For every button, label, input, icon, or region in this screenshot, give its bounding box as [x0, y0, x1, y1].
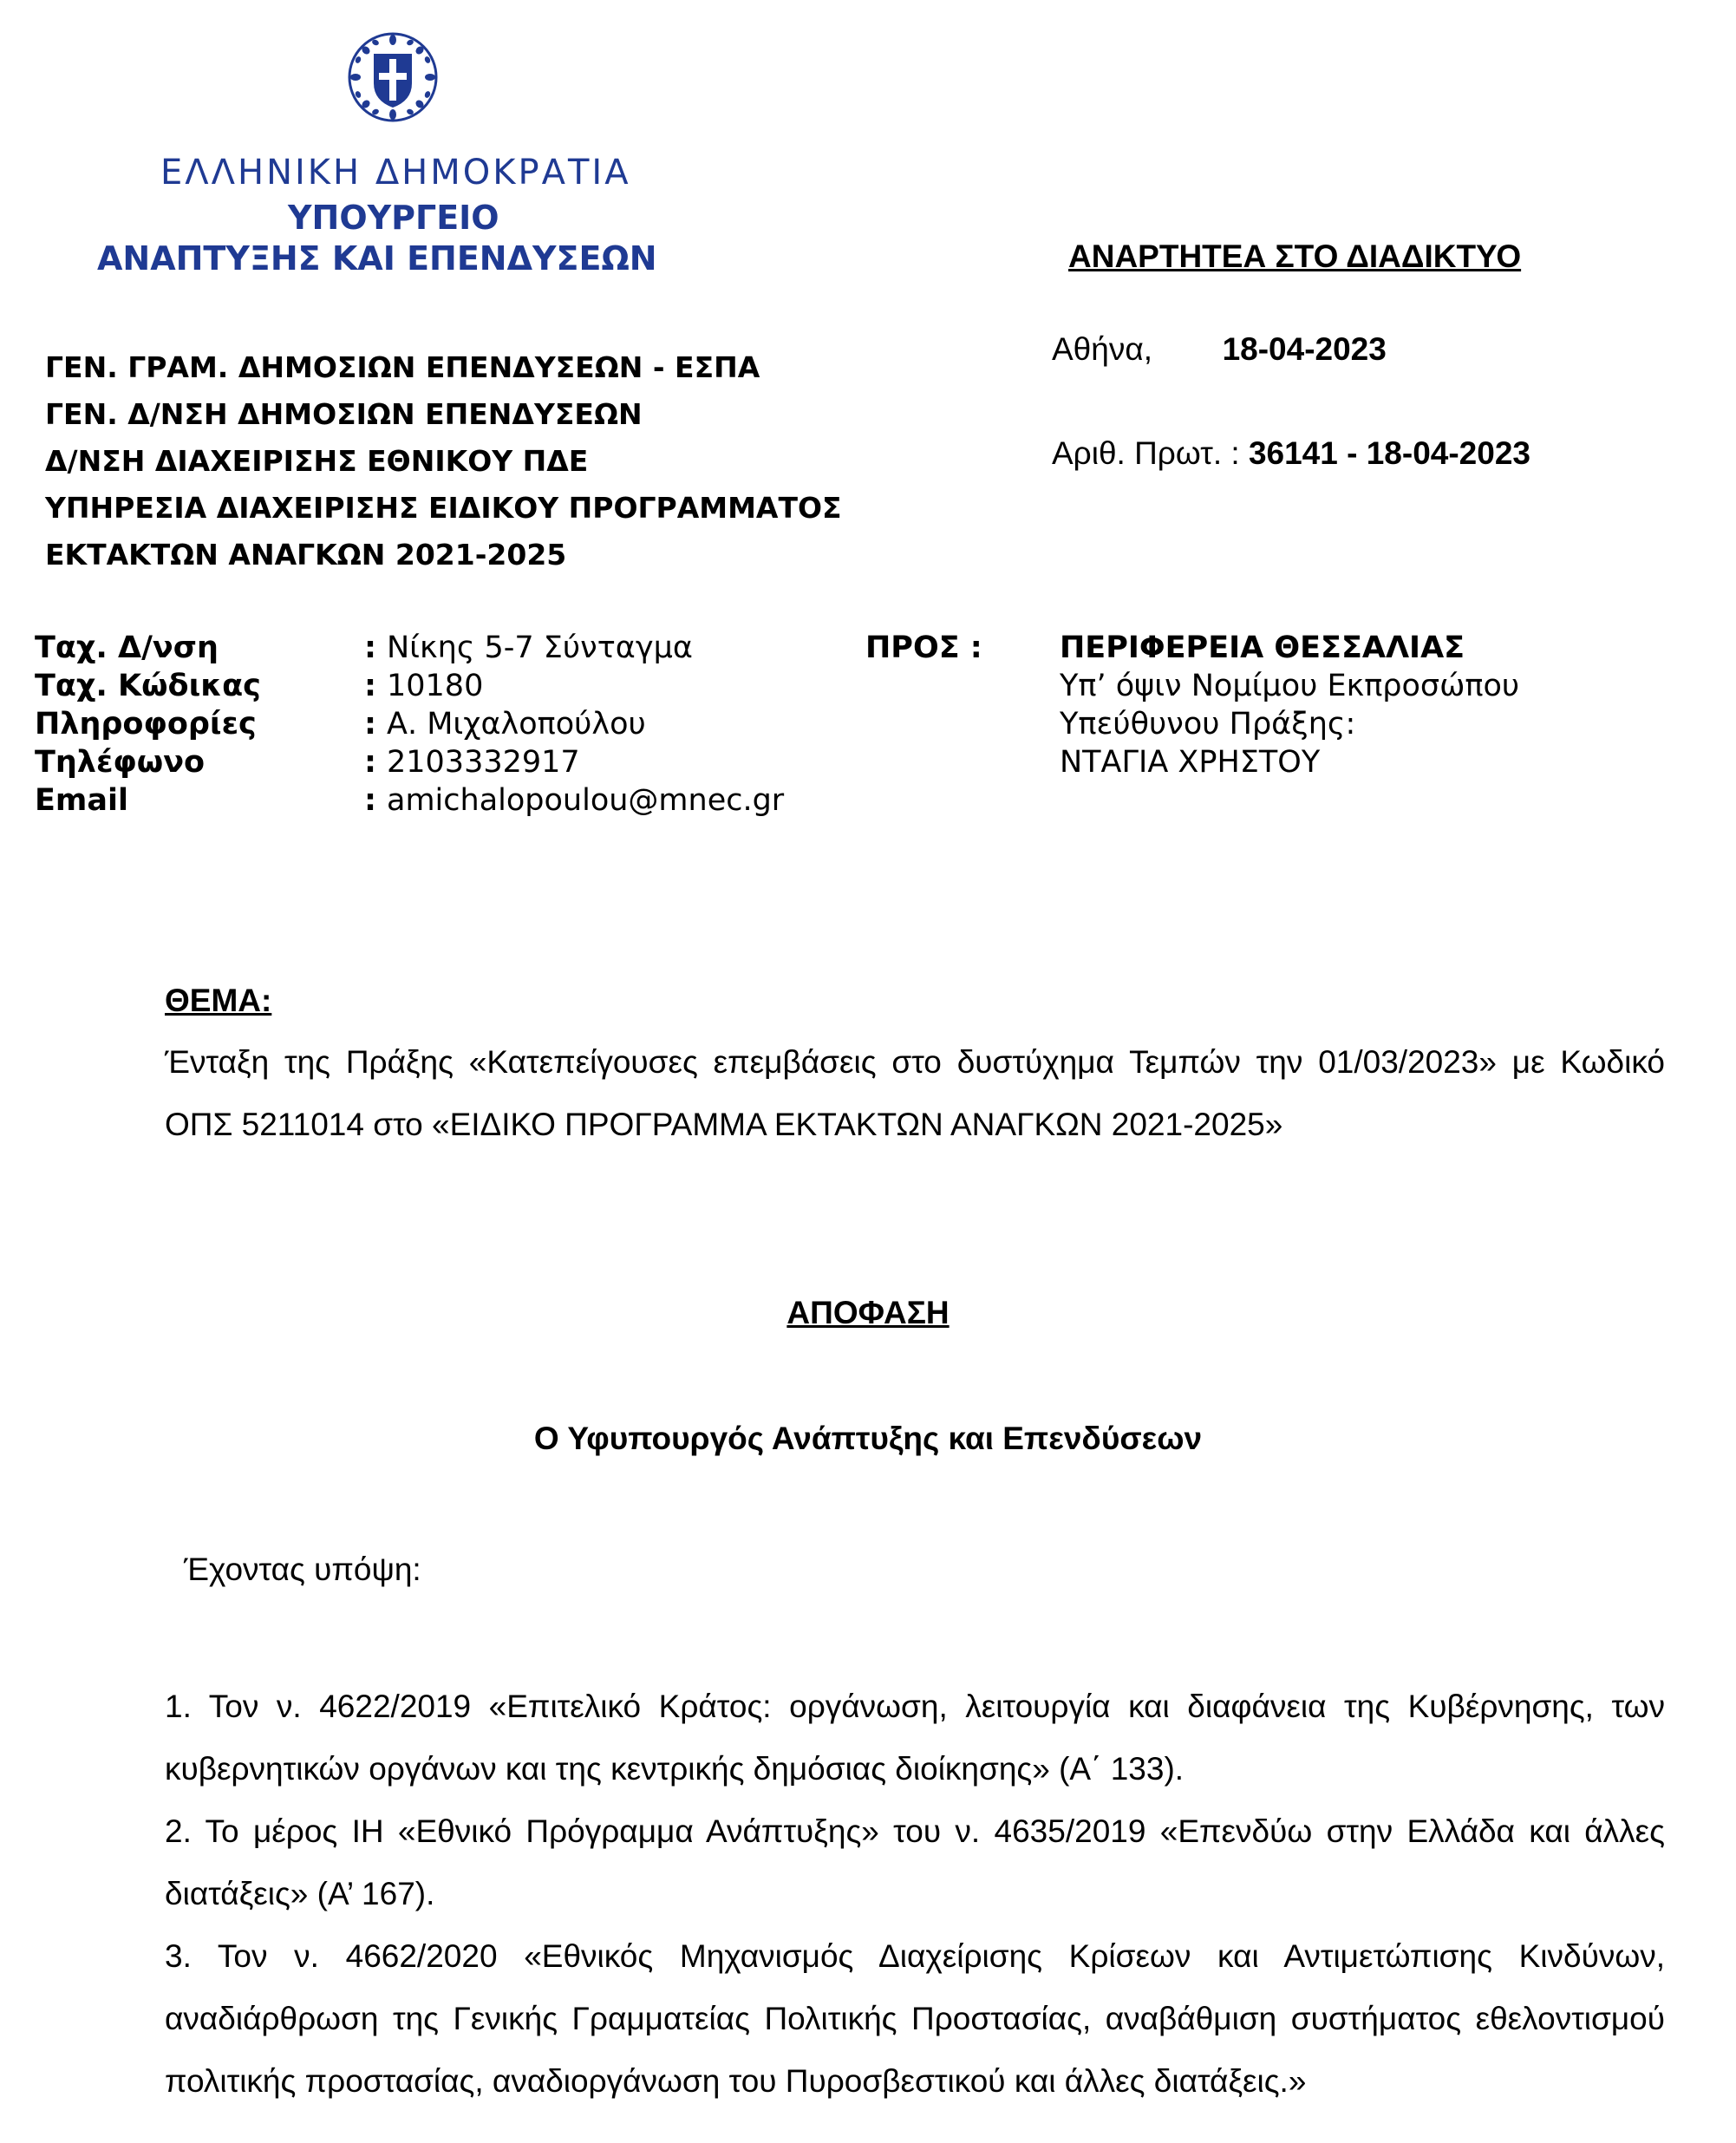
unit-line: ΓΕΝ. Δ/ΝΣΗ ΔΗΜΟΣΙΩΝ ΕΠΕΝΔΥΣΕΩΝ	[45, 397, 643, 431]
unit-line: ΕΚΤΑΚΤΩΝ ΑΝΑΓΚΩΝ 2021-2025	[45, 538, 567, 572]
unit-line: ΥΠΗΡΕΣΙΑ ΔΙΑΧΕΙΡΙΣΗΣ ΕΙΔΙΚΟΥ ΠΡΟΓΡΑΜΜΑΤΟΣ	[45, 491, 842, 525]
contact-value-phone: 2103332917	[387, 745, 580, 780]
contact-colon: :	[364, 630, 376, 665]
contact-label-postcode: Ταχ. Κώδικας	[35, 669, 261, 703]
protocol-line	[1052, 435, 1530, 472]
recipient-name: ΠΕΡΙΦΕΡΕΙΑ ΘΕΣΣΑΛΙΑΣ	[1060, 630, 1465, 665]
list-item: 1. Τον ν. 4622/2019 «Επιτελικό Κράτος: οργάνωση, λειτουργία και διαφάνεια της Κυβέρνησης, των κυβερνητικών οργάνων και της κεντρικής δημόσιας διοίκησης» (Α΄ 133).	[165, 1689, 1665, 1787]
deputy-minister-heading: Ο Υφυπουργός Ανάπτυξης και Επενδύσεων	[533, 1421, 1203, 1456]
list-item: 2. Το μέρος ΙΗ «Εθνικό Πρόγραμμα Ανάπτυξης» του ν. 4635/2019 «Επενδύω στην Ελλάδα και άλλες διατάξεις» (Α’ 167).	[165, 1813, 1665, 1911]
considering-intro: Έχοντας υπόψη:	[184, 1552, 421, 1587]
recipient-line: Υπεύθυνου Πράξης:	[1060, 707, 1356, 742]
greek-coat-of-arms-icon	[347, 31, 439, 123]
document-date: 18-04-2023	[1222, 331, 1387, 367]
date-line	[1052, 331, 1387, 368]
protocol-number: 36141 - 18-04-2023	[1248, 435, 1530, 471]
city-label: Αθήνα,	[1052, 331, 1153, 367]
ministry-title: ΥΠΟΥΡΓΕΙΟ	[288, 199, 499, 237]
contact-colon: :	[364, 669, 376, 703]
contact-label-address: Ταχ. Δ/νση	[35, 630, 219, 665]
unit-line: ΓΕΝ. ΓΡΑΜ. ΔΗΜΟΣΙΩΝ ΕΠΕΝΔΥΣΕΩΝ - ΕΣΠΑ	[45, 350, 760, 384]
contact-label-phone: Τηλέφωνο	[35, 745, 206, 780]
post-online-notice: ΑΝΑΡΤΗΤΕΑ ΣΤΟ ΔΙΑΔΙΚΤΥΟ	[1068, 238, 1522, 274]
republic-name: ΕΛΛΗΝΙΚΗ ΔΗΜΟΚΡΑΤΙΑ	[160, 153, 631, 193]
unit-line: Δ/ΝΣΗ ΔΙΑΧΕΙΡΙΣΗΣ ΕΘΝΙΚΟΥ ΠΔΕ	[45, 444, 589, 478]
list-item: 3. Τον ν. 4662/2020 «Εθνικός Μηχανισμός Διαχείρισης Κρίσεων και Αντιμετώπισης Κινδύνων, αναδιάρθρωση της Γενικής Γραμματείας Πολιτικής Προστασίας, αναβάθμιση συστήματος εθελοντισμού πολιτικής προστασίας, αναδιοργάνωση του Πυροσβεστικού και άλλες διατάξεις.»	[165, 1938, 1665, 2099]
recipient-line: ΝΤΑΓΙΑ ΧΡΗΣΤΟΥ	[1060, 745, 1321, 780]
ministry-subtitle: ΑΝΑΠΤΥΞΗΣ ΚΑΙ ΕΠΕΝΔΥΣΕΩΝ	[97, 239, 657, 278]
contact-colon: :	[364, 783, 376, 818]
recipient-line: Υπ’ όψιν Νομίμου Εκπροσώπου	[1060, 669, 1520, 703]
issuing-units	[45, 344, 842, 578]
decision-title: ΑΠΟΦΑΣΗ	[786, 1295, 950, 1330]
contact-label-info: Πληροφορίες	[35, 707, 257, 742]
contact-label-email: Email	[35, 783, 128, 818]
contact-colon: :	[364, 745, 376, 780]
protocol-label: Αριθ. Πρωτ. :	[1052, 435, 1240, 471]
contact-value-email: amichalopoulou@mnec.gr	[387, 783, 785, 818]
contact-value-address: Νίκης 5-7 Σύνταγμα	[387, 630, 693, 665]
subject-text: Ένταξη της Πράξης «Κατεπείγουσες επεμβάσεις στο δυστύχημα Τεμπών την 01/03/2023» με Κωδικό ΟΠΣ 5211014 στο «ΕΙΔΙΚΟ ΠΡΟΓΡΑΜΜΑ ΕΚΤΑΚΤΩΝ ΑΝΑΓΚΩΝ 2021-2025»	[165, 1044, 1665, 1142]
contact-colon: :	[364, 707, 376, 742]
subject-label: ΘΕΜΑ:	[165, 983, 272, 1018]
contact-value-info: Α. Μιχαλοπούλου	[387, 707, 646, 742]
recipient-label: ΠΡΟΣ :	[865, 630, 982, 665]
contact-value-postcode: 10180	[387, 669, 484, 703]
